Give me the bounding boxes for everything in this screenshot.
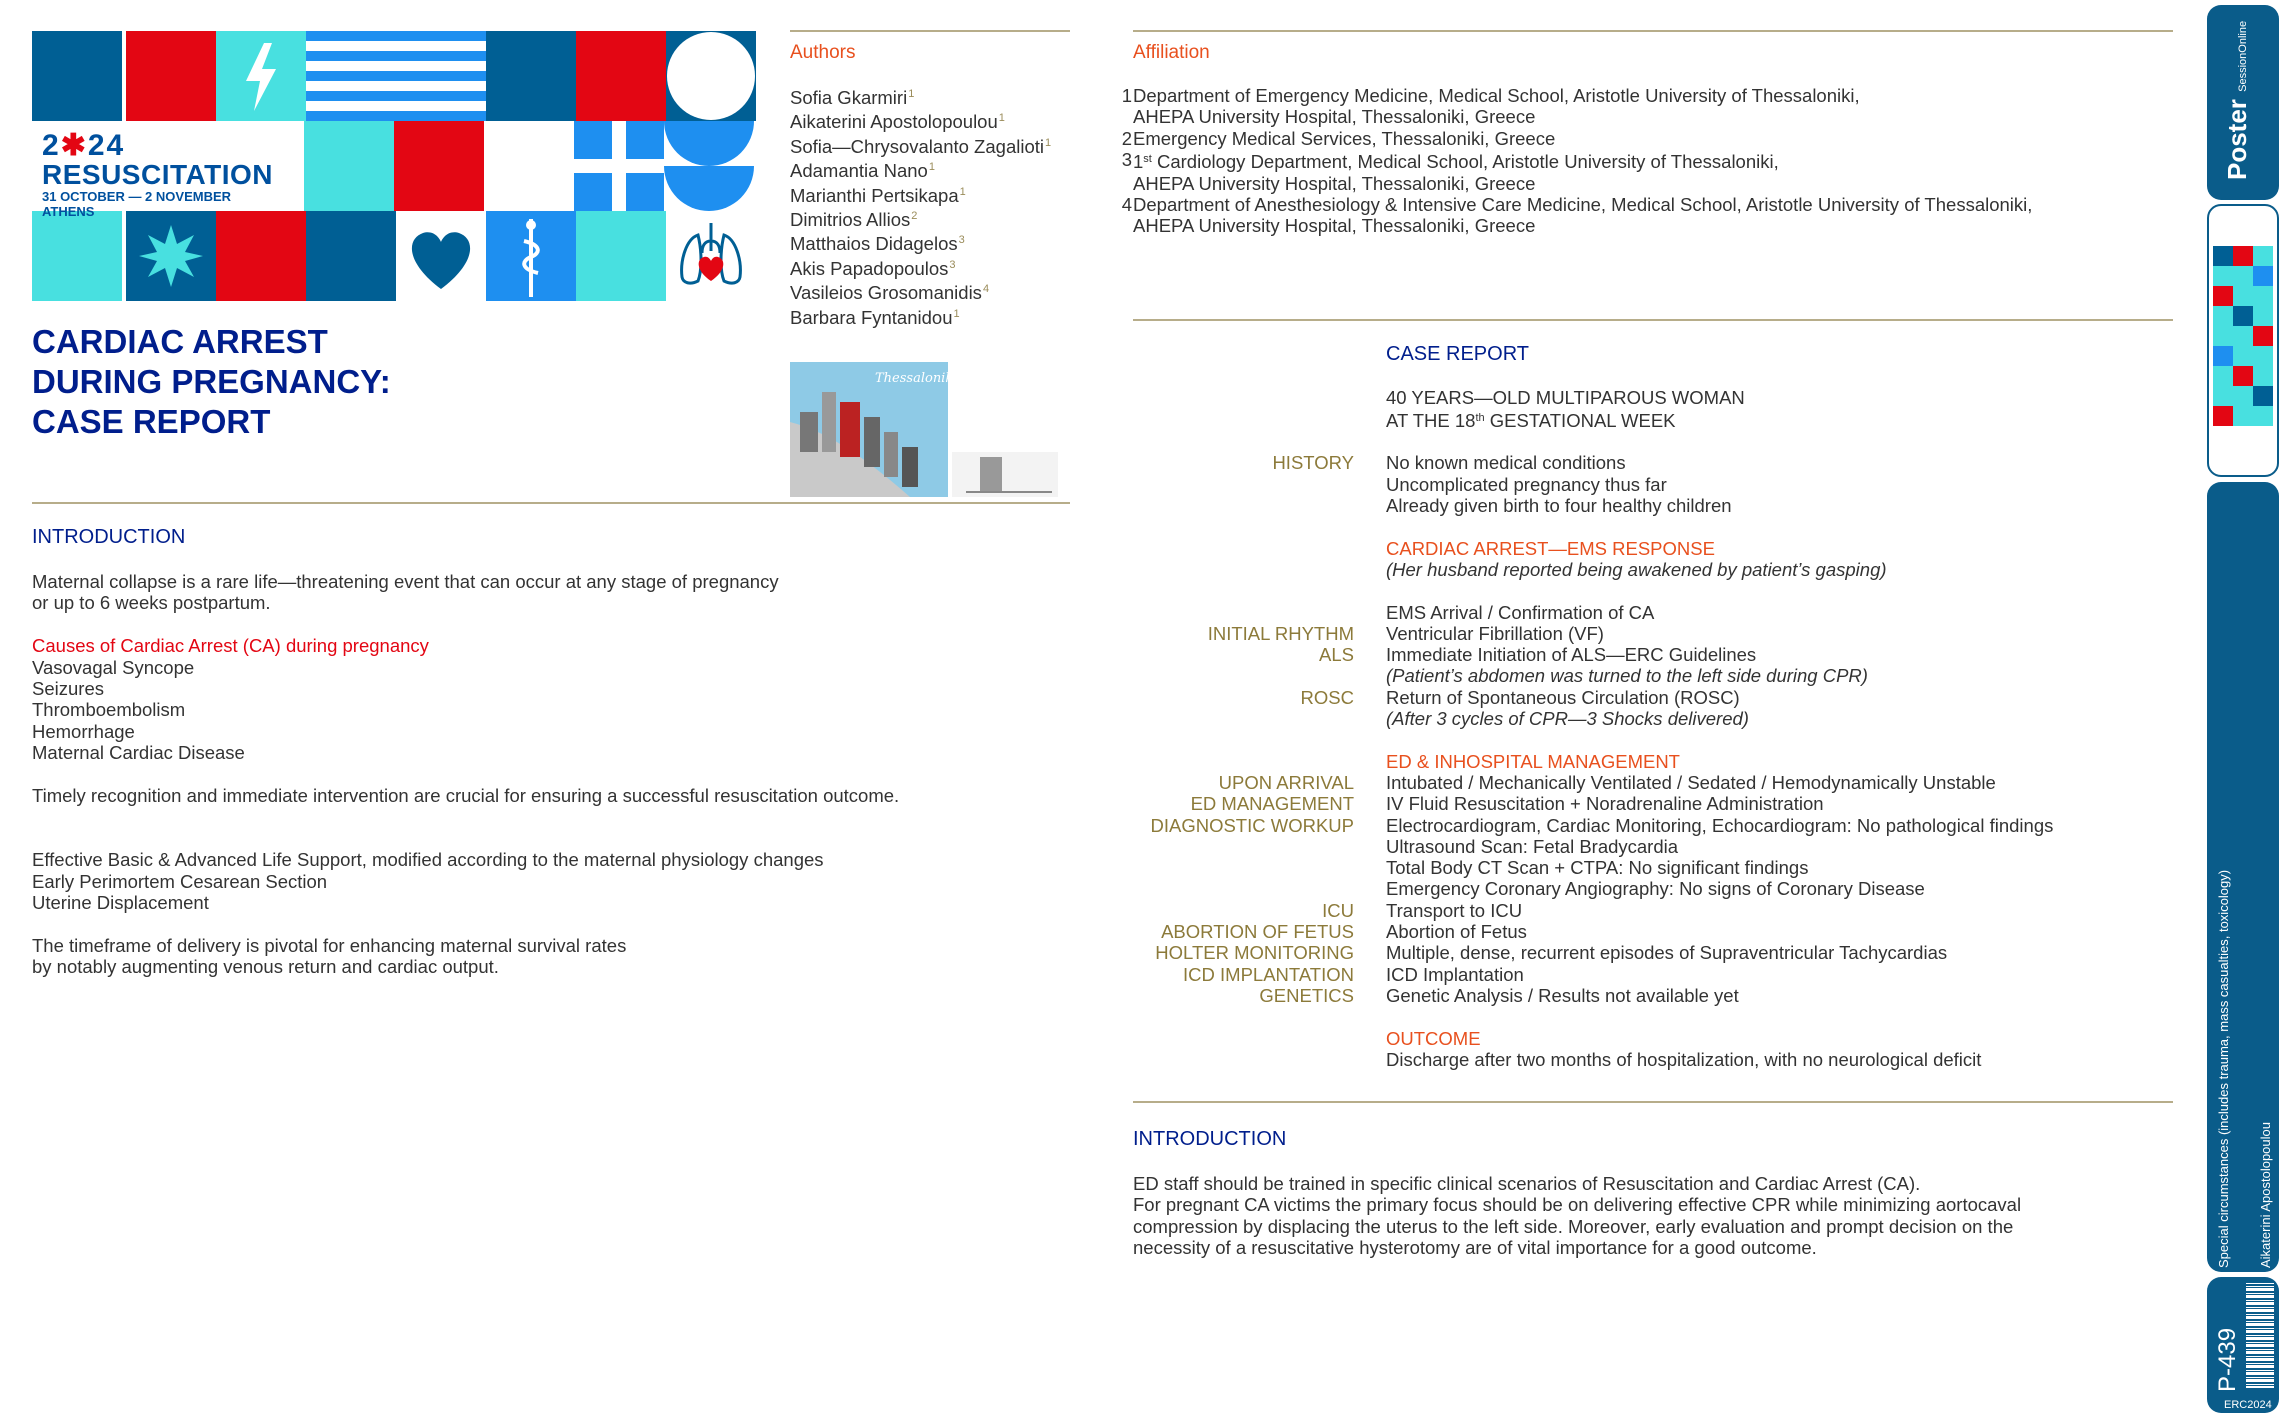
case-report-label: UPON ARRIVAL [1218,771,1354,793]
case-report-row [1100,644,2180,665]
case-report-text: Electrocardiogram, Cardiac Monitoring, Echocardiogram: No pathological findings [1386,814,2054,836]
case-report-row [1100,665,2180,686]
divider [1133,30,2173,32]
introduction-line: or up to 6 weeks postpartum. [32,592,271,614]
affiliation-number: 1 [1121,85,1132,106]
thessaloniki-illustration [790,362,1058,497]
introduction-line: Hemorrhage [32,720,135,742]
barcode-icon [2246,1283,2274,1388]
case-report-label: HISTORY [1272,452,1354,474]
introduction-line: Maternal collapse is a rare life—threatening event that can occur at any stage of pregnancy [32,571,779,592]
affiliation-item [1110,106,2170,127]
author-item [790,255,1080,279]
author-name: Adamantia Nano [790,160,928,182]
case-report-label: ED MANAGEMENT [1190,793,1354,815]
case-report-row [1100,602,2180,623]
poster-number: P-439 [2214,1327,2241,1392]
lightning-icon [216,31,306,121]
conclusion-line: ED staff should be trained in specific clinical scenarios of Resuscitation and Cardiac Arrest (CA). [1133,1173,1921,1194]
affiliation-item [1110,173,2170,194]
author-affiliation-number: 1 [928,161,935,174]
affiliation-item [1110,194,2170,215]
affiliation-number [1110,173,1133,194]
medical-staff-icon [486,211,576,301]
case-report-section [1100,344,2180,1070]
case-report-label [1100,559,1354,580]
case-report-label: ABORTION OF FETUS [1161,921,1354,943]
author-affiliation-number: 1 [998,112,1005,125]
case-report-row [1100,900,2180,921]
introduction-body [32,571,1072,978]
case-report-row [1100,1028,2180,1049]
case-report-text: Genetic Analysis / Results not available yet [1386,984,1739,1006]
affiliation-item [1110,215,2170,236]
case-report-subheading: OUTCOME [1386,1027,1481,1049]
affiliation-text: 1st Cardiology Department, Medical School, Aristotle University of Thessaloniki, [1133,151,1779,173]
affiliation-item [1110,149,2170,172]
author-affiliation-number: 4 [982,283,990,296]
author-name: Sofia Gkarmiri [790,87,908,108]
case-report-subheading: ED & INHOSPITAL MANAGEMENT [1386,750,1680,772]
affiliation-text: AHEPA University Hospital, Thessaloniki, Greece [1133,106,1536,128]
logo-tile [126,31,216,121]
case-report-row [1100,559,2180,580]
case-report-label [1100,602,1354,623]
author-affiliation-number: 3 [958,234,965,247]
author-name: Vasileios Grosomanidis [790,282,982,304]
greek-cross-icon [574,121,664,211]
introduction-line: Maternal Cardiac Disease [32,742,245,764]
case-report-text: Return of Spontaneous Circulation (ROSC) [1386,686,1740,708]
logo-tile [576,31,666,121]
case-report-row [1100,729,2180,750]
half-circles-icon [664,121,754,211]
affiliation-number [1110,215,1133,236]
case-report-label [1100,708,1354,729]
case-report-label [1100,729,1354,750]
case-report-row [1100,708,2180,729]
case-report-text: Ultrasound Scan: Fetal Bradycardia [1386,835,1679,857]
case-report-row [1100,1049,2180,1070]
case-report-row [1100,836,2180,857]
case-report-row [1100,516,2180,537]
heart-icon [396,211,486,301]
city-caption: Thessaloniki [875,371,958,386]
case-report-text: (Patient’s abdomen was turned to the left side during CPR) [1386,665,1868,687]
introduction-line: Timely recognition and immediate intervention are crucial for ensuring a successful resuscitation outcome. [32,785,900,807]
poster-author: Aikaterini Apostolopoulou [2258,1122,2273,1268]
author-item [790,279,1080,303]
divider [790,30,1070,32]
logo-tile [32,211,122,301]
conclusion-introduction-heading: INTRODUCTION [1133,1128,1287,1150]
case-report-text: Uncomplicated pregnancy thus far [1386,473,1667,495]
case-report-subheading: CARDIAC ARREST—EMS RESPONSE [1386,537,1715,559]
author-name: Dimitrios Allios [790,209,911,231]
author-name: Matthaios Didagelos [790,233,958,255]
case-report-row [1100,580,2180,601]
case-report-text: Emergency Coronary Angiography: No signs of Coronary Disease [1386,878,1925,900]
poster-title [32,322,492,442]
case-report-text: Abortion of Fetus [1386,921,1527,943]
author-item [790,108,1080,132]
patient-line: AT THE 18th GESTATIONAL WEEK [1386,409,1676,431]
poster-topic: Special circumstances (includes trauma, mass casualties, toxicology) [2216,869,2231,1268]
author-name: Aikaterini Apostolopoulou [790,111,998,133]
introduction-line: Early Perimortem Cesarean Section [32,870,328,892]
case-report-text: No known medical conditions [1386,452,1626,474]
case-report-row [1100,772,2180,793]
author-name: Barbara Fyntanidou [790,306,953,328]
case-report-label: ICD IMPLANTATION [1183,963,1354,985]
case-report-text: EMS Arrival / Confirmation of CA [1386,601,1655,623]
affiliation-heading: Affiliation [1133,42,1210,63]
author-affiliation-number: 1 [959,185,966,198]
author-item [790,84,1080,108]
logo-city: ATHENS [42,204,95,219]
case-report-text: ICD Implantation [1386,963,1524,985]
case-report-text: Ventricular Fibrillation (VF) [1386,622,1604,644]
author-affiliation-number: 1 [1045,136,1052,149]
affiliation-text: Department of Emergency Medicine, Medical School, Aristotle University of Thessaloniki, [1133,85,1860,106]
case-report-label: ROSC [1300,686,1354,708]
case-report-text: (After 3 cycles of CPR—3 Shocks delivered) [1386,708,1749,730]
logo-tile [394,121,484,211]
case-report-row [1100,857,2180,878]
case-report-label [1100,665,1354,686]
affiliation-item [1110,128,2170,149]
affiliation-text: AHEPA University Hospital, Thessaloniki, Greece [1133,215,1536,237]
case-report-row [1100,815,2180,836]
affiliation-list [1110,85,2170,237]
case-report-label [1100,836,1354,857]
case-report-row [1100,985,2180,1006]
author-affiliation-number: 1 [908,88,915,100]
case-report-text: Total Body CT Scan + CTPA: No significant findings [1386,857,1809,879]
circle-icon [666,31,756,121]
case-report-row [1100,538,2180,559]
case-report-label [1100,1006,1354,1027]
case-report-row [1100,495,2180,516]
title-line: DURING PREGNANCY: [32,363,391,400]
affiliation-text: Department of Anesthesiology & Intensive Care Medicine, Medical School, Aristotle University of Thessaloniki, [1133,194,2033,216]
case-report-row [1100,793,2180,814]
introduction-line [32,806,1072,827]
case-report-row [1100,942,2180,963]
logo-tile [304,121,394,211]
conclusion-line: For pregnant CA victims the primary focus should be on delivering effective CPR while minimizing aortocaval [1133,1194,2022,1216]
case-report-label: ICU [1322,899,1354,921]
event-code: ERC2024 [2224,1399,2272,1411]
introduction-heading: INTRODUCTION [32,526,186,548]
case-report-label [1100,495,1354,516]
case-report-text: Transport to ICU [1386,899,1523,921]
case-report-text: IV Fluid Resuscitation + Noradrenaline Administration [1386,793,1824,815]
introduction-line: Effective Basic & Advanced Life Support, modified according to the maternal physiology changes [32,849,824,871]
burst-icon [126,211,216,301]
affiliation-number: 3 [1121,149,1132,171]
case-report-text: Intubated / Mechanically Ventilated / Sedated / Hemodynamically Unstable [1386,771,1996,793]
conclusion-line: compression by displacing the uterus to the left side. Moreover, early evaluation and prompt decision on the [1133,1215,2014,1237]
introduction-line [32,828,1072,849]
conclusion-line: necessity of a resuscitative hysterotomy are of vital importance for a good outcome. [1133,1237,1817,1259]
introduction-line [32,614,1072,635]
case-report-text: Multiple, dense, recurrent episodes of Supraventricular Tachycardias [1386,942,1948,964]
introduction-line: The timeframe of delivery is pivotal for enhancing maternal survival rates [32,934,627,956]
logo-tile [306,211,396,301]
introduction-line: Uterine Displacement [32,892,209,914]
divider [1133,319,2173,321]
case-report-label: INITIAL RHYTHM [1207,622,1354,644]
logo-tile [576,211,666,301]
case-report-label [1100,538,1354,559]
case-report-label [1100,878,1354,899]
patient-line: 40 YEARS—OLD MULTIPAROUS WOMAN [1386,386,1745,408]
case-report-row [1100,1006,2180,1027]
author-item [790,157,1080,181]
author-affiliation-number: 2 [911,210,918,223]
case-report-row [1100,964,2180,985]
poster-thumbnail[interactable] [2207,204,2279,477]
author-item [790,133,1080,157]
affiliation-text: Emergency Medical Services, Thessaloniki, Greece [1133,127,1556,149]
author-affiliation-number: 3 [949,258,956,271]
logo-wordmark: 2✱24 RESUSCITATION 31 OCTOBER — 2 NOVEMBER ATHENS [42,129,274,219]
logo-tile [216,211,306,301]
causes-heading: Causes of Cardiac Arrest (CA) during pregnancy [32,635,429,657]
poster-session-online-logo: Poster SessionOnline [2222,20,2252,180]
case-report-label: HOLTER MONITORING [1155,942,1354,964]
case-report-label: GENETICS [1259,984,1354,1006]
author-name: Sofia—Chrysovalanto Zagalioti [790,135,1044,157]
case-report-text: (Her husband reported being awakened by patient’s gasping) [1386,558,1887,580]
author-item [790,230,1080,254]
case-report-row [1100,687,2180,708]
logo-word: RESUSCITATION [42,159,274,190]
case-report-label [1100,751,1354,772]
author-item [790,206,1080,230]
case-report-label: ALS [1319,644,1354,666]
case-report-row [1100,921,2180,942]
title-line: CASE REPORT [32,403,271,440]
case-report-text: Immediate Initiation of ALS—ERC Guidelines [1386,644,1757,666]
case-report-text: Already given birth to four healthy children [1386,495,1732,517]
logo-dates: 31 OCTOBER — 2 NOVEMBER [42,189,232,204]
greek-flag-stripes [306,31,486,121]
title-line: CARDIAC ARREST [32,323,328,360]
case-report-row [1100,474,2180,495]
case-report-label [1100,580,1354,601]
resuscitation-2024-logo [32,31,759,299]
affiliation-text: AHEPA University Hospital, Thessaloniki, Greece [1133,172,1536,194]
logo-tile [32,31,122,121]
case-report-heading: CASE REPORT [1386,343,1529,365]
author-name: Akis Papadopoulos [790,257,949,279]
lungs-heart-icon [666,211,756,301]
logo-tile [484,121,574,211]
affiliation-number [1110,106,1133,127]
affiliation-number: 2 [1121,127,1132,149]
introduction-line [32,913,1072,934]
affiliation-item [1110,85,2170,106]
case-report-label [1100,516,1354,537]
logo-tile [486,31,576,121]
author-item [790,304,1080,328]
introduction-line [32,764,1072,785]
authors-list [790,84,1080,328]
divider [32,502,1070,504]
case-report-label [1100,1049,1354,1070]
case-report-row [1100,452,2180,473]
divider [1133,1101,2173,1103]
author-name: Marianthi Pertsikapa [790,184,959,206]
case-report-label [1100,474,1354,495]
author-item [790,182,1080,206]
author-affiliation-number: 1 [953,307,960,320]
case-report-label [1100,857,1354,878]
conclusion-introduction-body [1133,1173,2183,1259]
introduction-line: Thromboembolism [32,699,186,721]
case-report-label: DIAGNOSTIC WORKUP [1150,814,1354,836]
introduction-line: Vasovagal Syncope [32,656,195,678]
case-report-label [1100,1028,1354,1049]
case-report-text: Discharge after two months of hospitalization, with no neurological deficit [1386,1048,1982,1070]
introduction-line: by notably augmenting venous return and cardiac output. [32,956,499,978]
case-report-row [1100,623,2180,644]
case-report-row [1100,751,2180,772]
case-report-row [1100,878,2180,899]
authors-heading: Authors [790,42,856,63]
affiliation-number: 4 [1121,194,1132,216]
introduction-line: Seizures [32,678,104,700]
